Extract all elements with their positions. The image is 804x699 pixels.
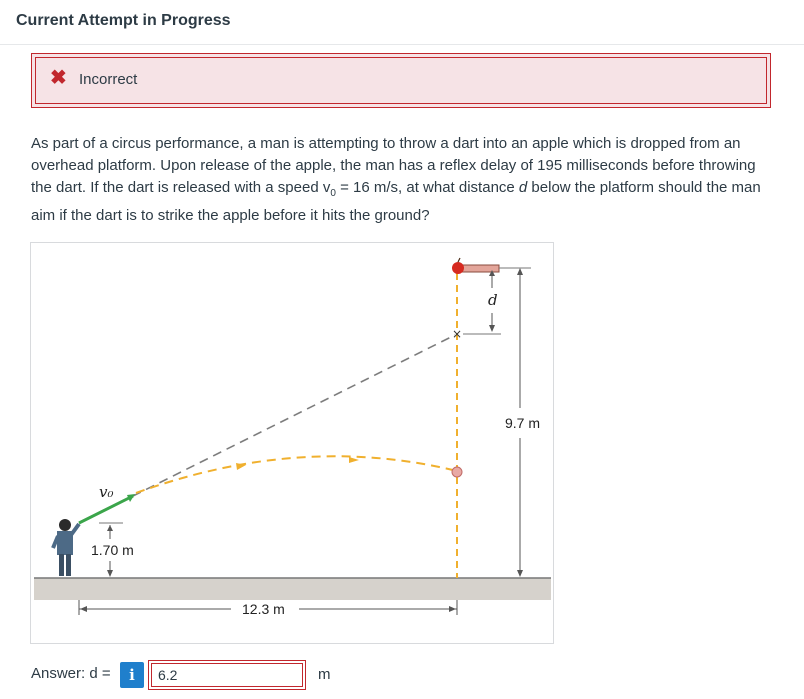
distance-arrowhead-right — [449, 606, 456, 612]
platform — [461, 265, 499, 272]
v0-symbol — [322, 179, 336, 199]
answer-unit: m — [318, 666, 331, 683]
answer-label: Answer: d = — [31, 665, 111, 682]
aim-mark-icon: × — [452, 327, 463, 341]
incorrect-alert — [31, 53, 771, 108]
question-part-1: As part of a circus performance, a man is attempting to throw a dart into an apple which is dropped from an overhead platform. Upon release of the apple, the man has a reflex delay of 195 milliseconds before throwing the dart. If the dart is released with a speed — [31, 135, 756, 196]
throw-height-label: 1.70 m — [91, 542, 134, 558]
apple-impact-icon — [452, 467, 462, 477]
question-part-3: below the platform should the man aim if the dart is to strike the apple before it hits the ground? — [31, 179, 761, 224]
apple-icon — [452, 262, 464, 274]
distance-arrowhead-left — [80, 606, 87, 612]
v-subscript: 0 — [330, 188, 336, 199]
d-label: d — [488, 291, 498, 309]
height-label: 9.7 m — [505, 415, 541, 431]
throw-arrowhead-top — [107, 525, 113, 531]
height-arrowhead-top — [517, 268, 523, 275]
v0-label: v₀ — [99, 483, 114, 501]
question-part-2: = 16 m/s, at what distance — [335, 179, 519, 196]
height-arrowhead-bottom — [517, 570, 523, 577]
answer-input[interactable] — [148, 660, 306, 690]
dart-trajectory — [136, 456, 457, 493]
v-symbol: v — [322, 179, 331, 196]
page-title: Current Attempt in Progress — [16, 12, 231, 29]
question-text — [31, 133, 779, 227]
figure-drawing — [31, 243, 553, 643]
throw-arrowhead-bottom — [107, 570, 113, 577]
man-figure — [53, 519, 79, 576]
alert-status-text: Incorrect — [79, 71, 138, 88]
answer-input-value[interactable]: 6.2 — [151, 663, 303, 687]
problem-figure — [30, 242, 554, 644]
header-bar — [0, 0, 804, 45]
aim-line — [79, 335, 455, 523]
ground — [34, 578, 551, 600]
alert-inner-border — [35, 57, 767, 104]
trajectory-arrow-2 — [349, 457, 359, 463]
apple-stem — [458, 258, 460, 262]
d-symbol: d — [518, 179, 528, 196]
x-icon: ✖ — [50, 67, 67, 89]
info-button[interactable]: i — [120, 662, 144, 688]
distance-label: 12.3 m — [242, 601, 285, 617]
d-arrowhead-bottom — [489, 325, 495, 332]
